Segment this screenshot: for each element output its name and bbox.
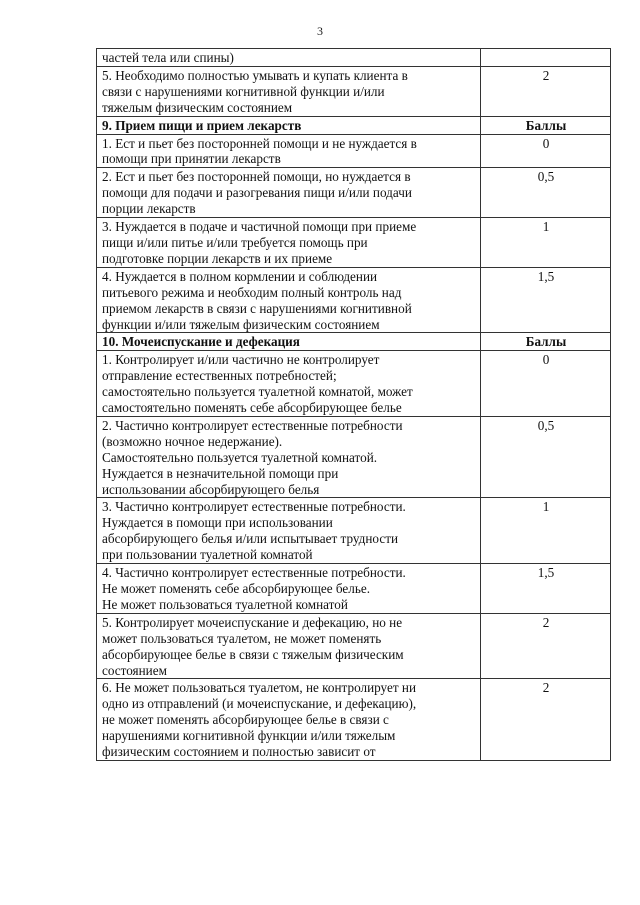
table-row xyxy=(97,564,611,614)
table-row xyxy=(97,613,611,679)
table-row xyxy=(97,134,611,168)
criterion-score: 1,5 xyxy=(481,267,611,333)
page-number: 3 xyxy=(317,24,323,38)
criterion-score: 2 xyxy=(481,679,611,761)
criterion-score: 0 xyxy=(481,134,611,168)
criterion-text: частей тела или спины) xyxy=(97,49,481,67)
section-title: 10. Мочеиспускание и дефекация xyxy=(97,333,481,351)
criterion-score: 2 xyxy=(481,613,611,679)
criterion-score: 1 xyxy=(481,498,611,564)
criterion-score: 0,5 xyxy=(481,416,611,498)
criterion-score: 0,5 xyxy=(481,168,611,218)
table-row xyxy=(97,66,611,116)
criterion-text: 3. Нуждается в подаче и частичной помощи при приеме пищи и/или питье и/или требуется помощь при подготовке порции лекарств и их приеме xyxy=(97,218,481,268)
criterion-score: 0 xyxy=(481,351,611,417)
criterion-text: 4. Частично контролирует естественные потребности. Не может поменять себе абсорбирующее белье. Не может пользоваться туалетной комнатой xyxy=(97,564,481,614)
criterion-text: 1. Ест и пьет без посторонней помощи и не нуждается в помощи при принятии лекарств xyxy=(97,134,481,168)
criterion-score xyxy=(481,49,611,67)
criterion-text: 3. Частично контролирует естественные потребности. Нуждается в помощи при использовании абсорбирующего белья и/или испытывает трудности при пользовании туалетной комнатой xyxy=(97,498,481,564)
criterion-score: 1,5 xyxy=(481,564,611,614)
table-row xyxy=(97,498,611,564)
table-row xyxy=(97,168,611,218)
table-row xyxy=(97,49,611,67)
criterion-text: 5. Контролирует мочеиспускание и дефекацию, но не может пользоваться туалетом, не может поменять абсорбирующее белье в связи с тяжелым физическим состоянием xyxy=(97,613,481,679)
criterion-text: 5. Необходимо полностью умывать и купать клиента в связи с нарушениями когнитивной функции и/или тяжелым физическим состоянием xyxy=(97,66,481,116)
criterion-text: 2. Ест и пьет без посторонней помощи, но нуждается в помощи для подачи и разогревания пищи и/или подачи порции лекарств xyxy=(97,168,481,218)
table-row xyxy=(97,267,611,333)
table-row xyxy=(97,218,611,268)
score-column-header: Баллы xyxy=(481,333,611,351)
table-row xyxy=(97,679,611,761)
section-header xyxy=(97,116,611,134)
criterion-score: 1 xyxy=(481,218,611,268)
criterion-score: 2 xyxy=(481,66,611,116)
section-header xyxy=(97,333,611,351)
table-row xyxy=(97,416,611,498)
score-column-header: Баллы xyxy=(481,116,611,134)
criterion-text: 1. Контролирует и/или частично не контролирует отправление естественных потребностей; самостоятельно пользуется туалетной комнатой, может самостоятельно поменять себе абсорбирующее белье xyxy=(97,351,481,417)
criterion-text: 6. Не может пользоваться туалетом, не контролирует ни одно из отправлений (и мочеиспускание, и дефекацию), не может поменять абсорбирующее белье в связи с нарушениями когнитивной функции и/или тяжелым физическим состоянием и полностью зависит от xyxy=(97,679,481,761)
table-row xyxy=(97,351,611,417)
assessment-table xyxy=(96,48,611,761)
criterion-text: 2. Частично контролирует естественные потребности (возможно ночное недержание). Самостоятельно пользуется туалетной комнатой. Нуждается в незначительной помощи при использовании абсорбирующего белья xyxy=(97,416,481,498)
criterion-text: 4. Нуждается в полном кормлении и соблюдении питьевого режима и необходим полный контроль над приемом лекарств в связи с нарушениями когнитивной функции и/или тяжелым физическим состоянием xyxy=(97,267,481,333)
section-title: 9. Прием пищи и прием лекарств xyxy=(97,116,481,134)
